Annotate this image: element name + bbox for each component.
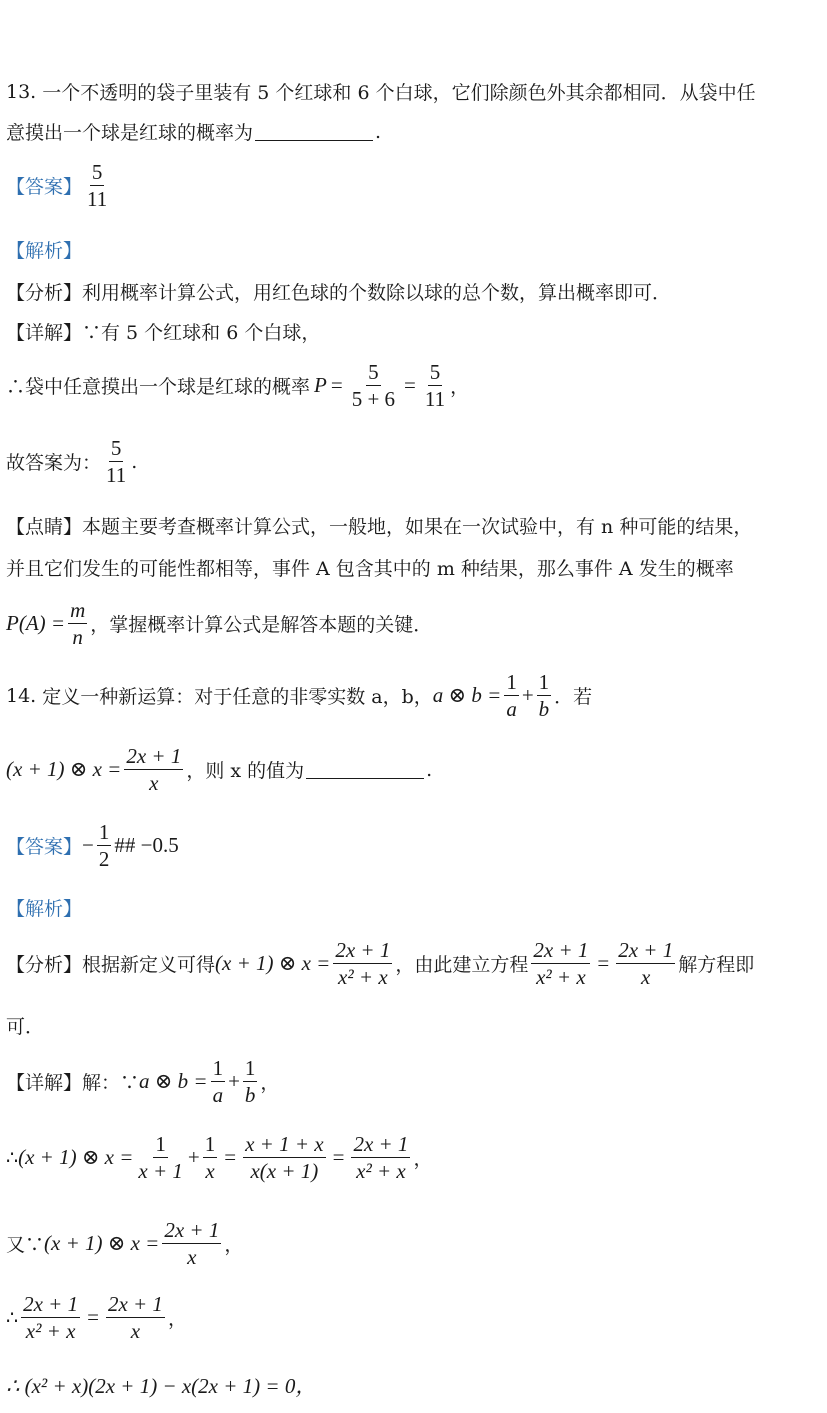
q13-xiangjie bbox=[6, 318, 320, 345]
q13-dianjing-fraction: $\frac{m}{n}$ bbox=[70, 598, 86, 650]
q13-line2: 意摸出一个球是红球的概率为 . bbox=[6, 118, 381, 145]
q13-step1-frac1: $\frac{5}{5 + 6}$ bbox=[351, 360, 396, 412]
q13-answer-blank bbox=[255, 122, 373, 141]
q13-stem-line1: 一个不透明的袋子里装有 5 个红球和 6 个白球，它们除颜色外其余都相同．从袋中任 bbox=[42, 82, 756, 104]
q14-jiexi bbox=[6, 894, 82, 921]
q13-line1 bbox=[6, 78, 756, 105]
q13-final: 故答案为： $\frac{5}{11}$ . bbox=[6, 436, 138, 488]
q13-jiexi-tag: 【解析】 bbox=[6, 240, 83, 262]
q14-number: 14. bbox=[6, 684, 37, 707]
q13-step1: ∴袋中任意摸出一个球是红球的概率 P = $\frac{5}{5 + 6}$ = $\frac{5}{11}$ ， bbox=[6, 360, 470, 412]
q14-answer-tag: 【答案】 bbox=[6, 836, 83, 859]
q14-answer-blank bbox=[306, 760, 424, 779]
q14-fenxi: 【分析】 根据新定义可得 (x + 1) ⊗ x = $\frac{2x + 1}{\text{x² + x}}$ ，由此建立方程 $\frac{2x + 1}{\text{x² + x}}$ = $\frac{2x + 1}{x}$ 解方程即 bbox=[6, 938, 755, 990]
q14-fenxi-tag: 【分析】 bbox=[6, 954, 83, 977]
q14-answer: 【答案】 − $\frac{1}{2}$ ## −0.5 bbox=[6, 820, 179, 872]
q13-answer bbox=[6, 160, 112, 211]
q14-xiangjie: 【详解】 解：∵ a ⊗ b = $\frac{1}{a}$ + $\frac{1}{b}$ ， bbox=[6, 1056, 280, 1108]
q14-line2: (x + 1) ⊗ x = $\frac{2x + 1}{x}$ ，则 x 的值为 . bbox=[6, 744, 433, 796]
q13-xiangjie-tag: 【详解】 bbox=[6, 322, 83, 344]
q13-jiexi bbox=[6, 236, 82, 263]
q14-step2: ∴ (x + 1) ⊗ x = $\frac{1}{x + 1}$ + $\frac{1}{x}$ = $\frac{x + 1 + x}{x(x + 1)}$ = $\frac{2x + 1}{\text{x² + x}}$ ， bbox=[6, 1132, 433, 1184]
q13-dianjing-l2: 并且它们发生的可能性都相等，事件 A 包含其中的 m 种结果，那么事件 A 发生的概率 bbox=[6, 558, 734, 580]
q13-answer-fraction: $\frac{5}{11}$ bbox=[87, 160, 108, 212]
q14-jiexi-tag: 【解析】 bbox=[6, 898, 83, 920]
q13-step1-frac2: $\frac{5}{11}$ bbox=[424, 360, 446, 412]
q13-dianjing-tag: 【点睛】 bbox=[6, 516, 83, 538]
q13-xiangjie-text: ∵有 5 个红球和 6 个白球， bbox=[82, 322, 321, 344]
q14-fenxi-cont: 可． bbox=[6, 1016, 45, 1038]
q14-line1: 14. 定义一种新运算：对于任意的非零实数 a，b， a ⊗ b = $\frac{1}{a}$ + $\frac{1}{b}$ ．若 bbox=[6, 670, 593, 722]
q13-answer-tag: 【答案】 bbox=[6, 176, 83, 199]
q13-final-text: 故答案为： bbox=[6, 452, 102, 475]
q13-fenxi-text: 利用概率计算公式，用红色球的个数除以球的总个数，算出概率即可． bbox=[82, 282, 672, 304]
q13-stem-line2: 意摸出一个球是红球的概率为 bbox=[6, 122, 254, 144]
q13-number: 13. bbox=[6, 80, 37, 103]
q13-dianjing-l3: P(A) = $\frac{m}{n}$ ，掌握概率计算公式是解答本题的关键． bbox=[6, 598, 433, 650]
q14-step3: 又∵ (x + 1) ⊗ x = $\frac{2x + 1}{x}$ ， bbox=[6, 1218, 244, 1270]
q13-dianjing-l1: 【点睛】 本题主要考查概率计算公式，一般地，如果在一次试验中，有 n 种可能的结果， bbox=[6, 512, 752, 539]
q13-fenxi bbox=[6, 278, 671, 305]
q14-step5: ∴ (x² + x)(2x + 1) − x(2x + 1) = 0， bbox=[6, 1374, 317, 1398]
q13-final-fraction: $\frac{5}{11}$ bbox=[106, 436, 127, 488]
q13-step1-text: ∴袋中任意摸出一个球是红球的概率 bbox=[6, 376, 311, 399]
q13-fenxi-tag: 【分析】 bbox=[6, 282, 83, 304]
q14-xiangjie-tag: 【详解】 bbox=[6, 1072, 83, 1095]
q14-step4: ∴ $\frac{2x + 1}{\text{x² + x}}$ = $\frac{2x + 1}{x}$ ， bbox=[6, 1292, 187, 1344]
